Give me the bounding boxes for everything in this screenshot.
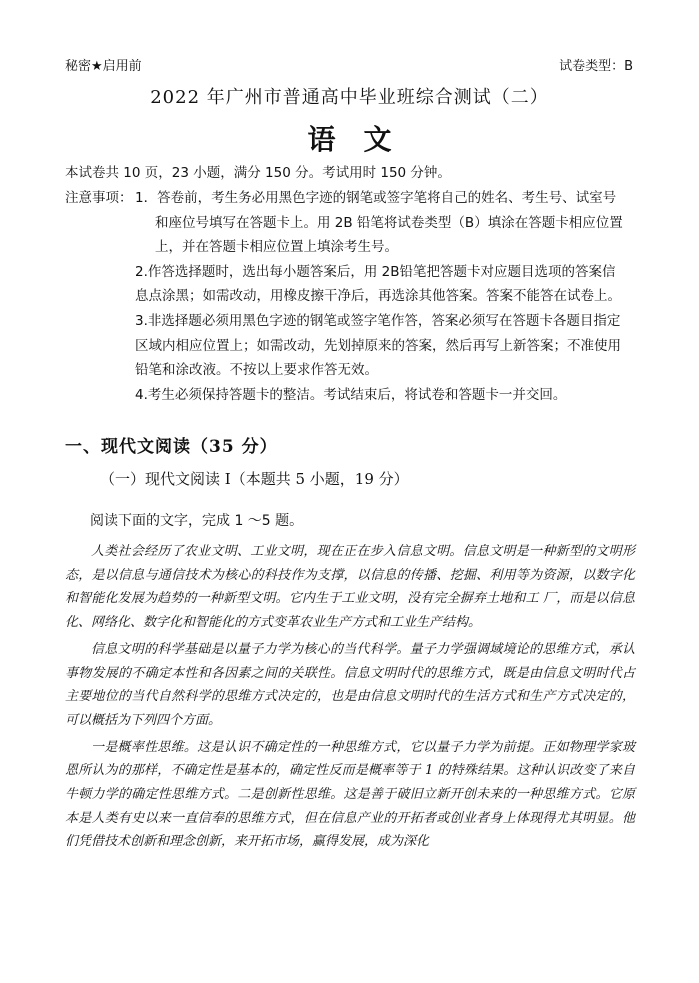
- exam-title: 2022 年广州市普通高中毕业班综合测试（二）: [150, 87, 549, 108]
- note-item-4: [135, 383, 645, 408]
- note-line: 1．答卷前，考生务必用黑色字迹的钢笔或签字笔将自己的姓名、考生号、试室号: [135, 190, 617, 206]
- paper-type-label: 试卷类型：B: [559, 59, 633, 74]
- note-line: 上，并在答题卡相应位置上填涂考生号。: [155, 239, 398, 256]
- note-line: 铅笔和涂改液。不按以上要求作答无效。: [135, 362, 378, 379]
- exam-info: 本试卷共 10 页，23 小题，满分 150 分。考试用时 150 分钟。: [65, 165, 451, 181]
- article-paragraph: 一是概率性思维。这是认识不确定性的一种思维方式，它以量子力学为前提。正如物理学家玻恩所认为的那样，不确定性是基本的，确定性反而是概率等于 1 的特殊结果。这种认识改变了来自牛顿力学的确定性思维方式。二是创新性思维。这是善于破旧立新开创未来的一种思维方式。它原本是人类有史以来一直信奉的思维方式，但在信息产业的开拓者或创业者身上体现得尤其明显。他们凭借技术创新和理念创新，来开拓市场，赢得发展，成为深化: [65, 739, 635, 850]
- subsection-heading: （一）现代文阅读 I（本题共 5 小题，19 分）: [100, 470, 409, 488]
- note-line: 息点涂黑；如需改动，用橡皮擦干净后，再选涂其他答案。答案不能答在试卷上。: [135, 288, 621, 305]
- article-paragraph: 信息文明的科学基础是以量子力学为核心的当代科学。量子力学强调域境论的思维方式，承认事物发展的不确定本性和各因素之间的关联性。信息文明时代的思维方式，既是由信息文明时代占主要地位的当代自然科学的思维方式决定的，也是由信息文明时代的生活方式和生产方式决定的，可以概括为下列四个方面。: [65, 641, 635, 728]
- note-line: 区域内相应位置上；如需改动，先划掉原来的答案，然后再写上新答案；不准使用: [135, 337, 621, 354]
- reading-instruction: 阅读下面的文字，完成 1 ～5 题。: [90, 513, 304, 529]
- article-text: [65, 540, 635, 857]
- note-item-3: [135, 309, 645, 383]
- note-line: 3.非选择题必须用黑色字迹的钢笔或签字笔作答，答案必须写在答题卡各题目指定: [135, 312, 621, 329]
- note-line: 2.作答选择题时，选出每小题答案后，用 2B铅笔把答题卡对应题目选项的答案信: [135, 263, 616, 280]
- section-heading: 一、现代文阅读（35 分）: [65, 437, 278, 457]
- note-line: 和座位号填写在答题卡上。用 2B 铅笔将试卷类型（B）填涂在答题卡相应位置: [155, 214, 623, 231]
- subject-title: 语文: [307, 123, 420, 156]
- confidential-label: 秘密★启用前: [65, 59, 142, 74]
- note-item-1: [135, 186, 645, 260]
- article-paragraph: 人类社会经历了农业文明、工业文明，现在正在步入信息文明。信息文明是一种新型的文明形态，是以信息与通信技术为核心的科技作为支撑，以信息的传播、挖掘、利用等为资源，以数字化和智能化发展为趋势的一种新型文明。它内生于工业文明，没有完全摒弃土地和工 厂，而是以信息化、网络化、数字化和智能化的方式变革农业生产方式和工业生产结构。: [65, 544, 635, 631]
- note-line: 4.考生必须保持答题卡的整洁。考试结束后，将试卷和答题卡一并交回。: [135, 386, 567, 403]
- note-item-2: [135, 260, 645, 309]
- notes-block: [65, 186, 645, 407]
- notes-label: 注意事项：: [65, 190, 133, 206]
